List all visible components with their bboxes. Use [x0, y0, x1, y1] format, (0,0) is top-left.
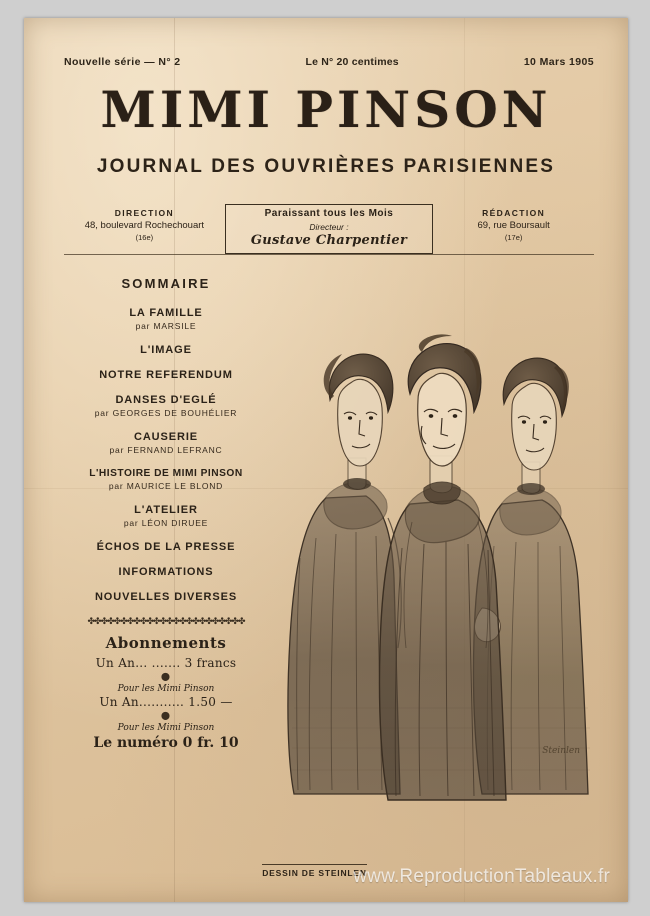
decorative-ornament-rule: ✤✤✤✤✤✤✤✤✤✤✤✤✤✤✤✤✤✤✤✤✤✤✤✤: [87, 616, 245, 626]
redaction-arrondissement: (17e): [504, 233, 523, 243]
toc-author: par MAURICE LE BLOND: [108, 481, 224, 491]
cover-illustration: [270, 308, 600, 808]
subscription-line-year: Un An... ....... 3 francs: [95, 656, 237, 670]
director-label: Directeur :: [309, 222, 349, 232]
artist-signature: Steinlen: [542, 746, 580, 756]
subscription-line-reduced: Un An........... 1.50 —: [99, 695, 233, 709]
list-item[interactable]: [68, 344, 264, 356]
list-item[interactable]: [68, 369, 264, 381]
list-item[interactable]: [68, 394, 264, 418]
toc-title: ÉCHOS DE LA PRESSE: [96, 541, 236, 553]
direction-label: DIRECTION: [114, 208, 175, 218]
subscriptions-heading: Abonnements: [105, 634, 227, 652]
issue-date: 10 Mars 1905: [523, 56, 594, 68]
direction-block: [64, 204, 225, 244]
toc-title: NOTRE REFERENDUM: [99, 369, 233, 381]
sommaire-heading: SOMMAIRE: [121, 276, 211, 291]
subscription-note-2: Pour les Mimi Pinson: [117, 723, 215, 733]
ornament-dot: ⬤: [161, 672, 171, 681]
single-issue-price: Le numéro 0 fr. 10: [93, 735, 239, 751]
issue-price: Le N° 20 centimes: [305, 56, 399, 68]
toc-title: NOUVELLES DIVERSES: [94, 591, 238, 603]
toc-title: DANSES D'EGLÉ: [115, 394, 217, 406]
watermark-text: www.ReproductionTableaux.fr: [353, 866, 610, 887]
toc-author: par GEORGES DE BOUHÉLIER: [94, 408, 238, 418]
masthead-divider: [64, 254, 594, 255]
list-item[interactable]: [68, 566, 264, 578]
frequency-text: Paraissant tous les Mois: [264, 208, 394, 219]
toc-author: par FERNAND LEFRANC: [109, 445, 223, 455]
publication-frequency-block: [225, 204, 434, 254]
ornament-dot: ⬤: [161, 711, 171, 720]
redaction-block: [433, 204, 594, 244]
subscriptions-block: [68, 634, 264, 751]
list-item[interactable]: [68, 541, 264, 553]
redaction-label: RÉDACTION: [482, 208, 546, 218]
list-item[interactable]: [68, 307, 264, 331]
toc-title: L'HISTOIRE DE MIMI PINSON: [89, 468, 243, 479]
table-of-contents: [68, 276, 264, 751]
newspaper-sheet: [24, 18, 628, 902]
redaction-address: 69, rue Boursault: [477, 220, 550, 232]
list-item[interactable]: [68, 431, 264, 455]
issue-series: Nouvelle série — N° 2: [64, 56, 181, 68]
page-subtitle: JOURNAL DES OUVRIÈRES PARISIENNES: [96, 156, 556, 177]
masthead-topline: [64, 56, 594, 68]
list-item[interactable]: [68, 504, 264, 528]
illustration-credit: DESSIN DE STEINLEN: [262, 864, 367, 878]
toc-title: INFORMATIONS: [118, 566, 214, 578]
toc-title: L'IMAGE: [140, 344, 192, 356]
toc-title: CAUSERIE: [133, 431, 199, 443]
list-item[interactable]: [68, 591, 264, 603]
toc-title: LA FAMILLE: [129, 307, 203, 319]
toc-title: L'ATELIER: [134, 504, 198, 516]
toc-author: par LÉON DIRUEE: [123, 518, 209, 528]
woman-center: [379, 334, 506, 800]
masthead-info-row: [64, 204, 594, 250]
list-item[interactable]: [68, 468, 264, 491]
toc-author: par MARSILE: [135, 321, 197, 331]
front-page-content: [24, 18, 628, 902]
subscription-note-1: Pour les Mimi Pinson: [117, 684, 215, 694]
director-name: Gustave Charpentier: [250, 233, 408, 248]
three-women-drawing: [270, 308, 600, 808]
direction-address: 48, boulevard Rochechouart: [84, 220, 205, 232]
direction-arrondissement: (16e): [135, 233, 154, 243]
page-title: MIMI PINSON: [100, 80, 552, 139]
